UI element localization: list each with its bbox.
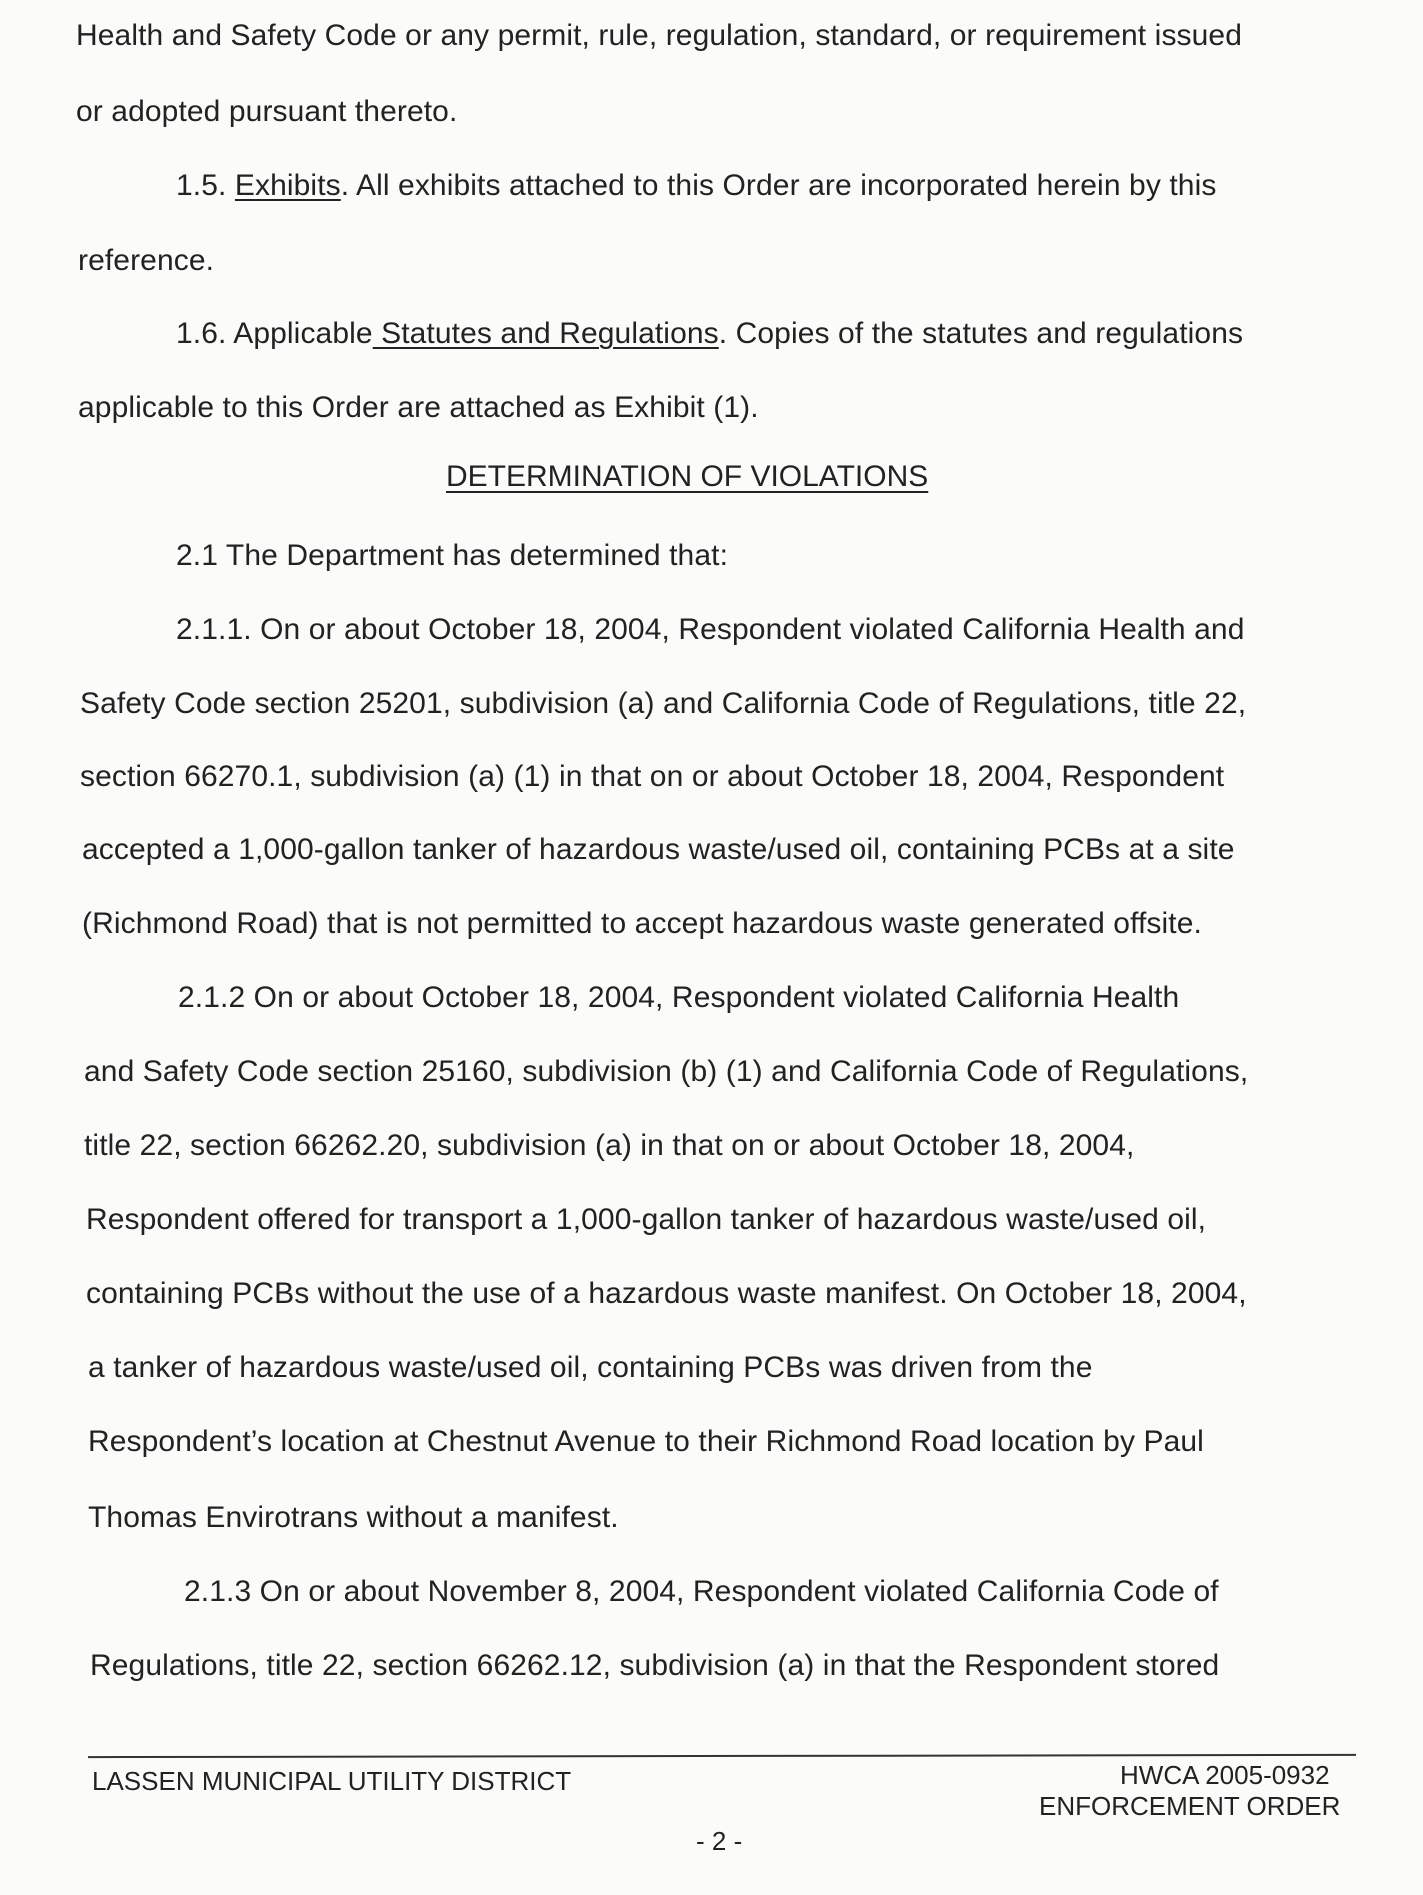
- paragraph-line: applicable to this Order are attached as Exhibit (1).: [78, 391, 759, 424]
- paragraph-line: or adopted pursuant thereto.: [76, 95, 458, 128]
- section-title: Statutes and Regulations: [372, 317, 719, 350]
- paragraph-line: a tanker of hazardous waste/used oil, containing PCBs was driven from the: [88, 1351, 1093, 1384]
- paragraph-line: Respondent offered for transport a 1,000-gallon tanker of hazardous waste/used oil,: [86, 1203, 1207, 1236]
- paragraph-line: Thomas Envirotrans without a manifest.: [88, 1501, 619, 1534]
- section-number: 1.6.: [176, 317, 227, 350]
- section-number: 1.5.: [176, 169, 227, 202]
- paragraph-line: and Safety Code section 25160, subdivision (b) (1) and California Code of Regulations,: [84, 1055, 1249, 1088]
- page-number: - 2 -: [696, 1826, 743, 1856]
- footer-document-type: ENFORCEMENT ORDER: [1039, 1791, 1341, 1821]
- paragraph-line: section 66270.1, subdivision (a) (1) in that on or about October 18, 2004, Respondent: [80, 760, 1225, 793]
- paragraph-line: Health and Safety Code or any permit, rule, regulation, standard, or requirement issued: [76, 19, 1242, 52]
- paragraph-line: Respondent’s location at Chestnut Avenue to their Richmond Road location by Paul: [88, 1425, 1204, 1458]
- paragraph-line: reference.: [78, 244, 215, 277]
- section-text: . All exhibits attached to this Order are incorporated herein by this: [340, 169, 1217, 202]
- paragraph-line: accepted a 1,000-gallon tanker of hazardous waste/used oil, containing PCBs at a site: [82, 833, 1235, 866]
- section-1-5-line: [176, 168, 1216, 204]
- paragraph-line: Safety Code section 25201, subdivision (a) and California Code of Regulations, title 22,: [80, 687, 1247, 720]
- section-title: Exhibits: [234, 169, 341, 202]
- footer-left: LASSEN MUNICIPAL UTILITY DISTRICT: [92, 1766, 572, 1796]
- paragraph-line: 2.1.3 On or about November 8, 2004, Respondent violated California Code of: [184, 1575, 1219, 1608]
- footer-case-number: HWCA 2005-0932: [1120, 1760, 1330, 1790]
- paragraph-line: (Richmond Road) that is not permitted to accept hazardous waste generated offsite.: [82, 907, 1202, 940]
- paragraph-line: 2.1.2 On or about October 18, 2004, Respondent violated California Health: [178, 981, 1180, 1014]
- section-1-6-line: [176, 316, 1243, 352]
- paragraph-line: title 22, section 66262.20, subdivision (a) in that on or about October 18, 2004,: [84, 1129, 1135, 1162]
- paragraph-line: Regulations, title 22, section 66262.12, subdivision (a) in that the Respondent stored: [90, 1649, 1220, 1682]
- paragraph-line: containing PCBs without the use of a hazardous waste manifest. On October 18, 2004,: [86, 1277, 1247, 1310]
- section-text: . Copies of the statutes and regulations: [718, 317, 1244, 350]
- footer-rule: [88, 1754, 1356, 1758]
- section-heading: DETERMINATION OF VIOLATIONS: [446, 460, 929, 493]
- paragraph-line: 2.1 The Department has determined that:: [176, 539, 729, 572]
- paragraph-line: 2.1.1. On or about October 18, 2004, Respondent violated California Health and: [176, 613, 1245, 646]
- section-text: Applicable: [233, 317, 373, 350]
